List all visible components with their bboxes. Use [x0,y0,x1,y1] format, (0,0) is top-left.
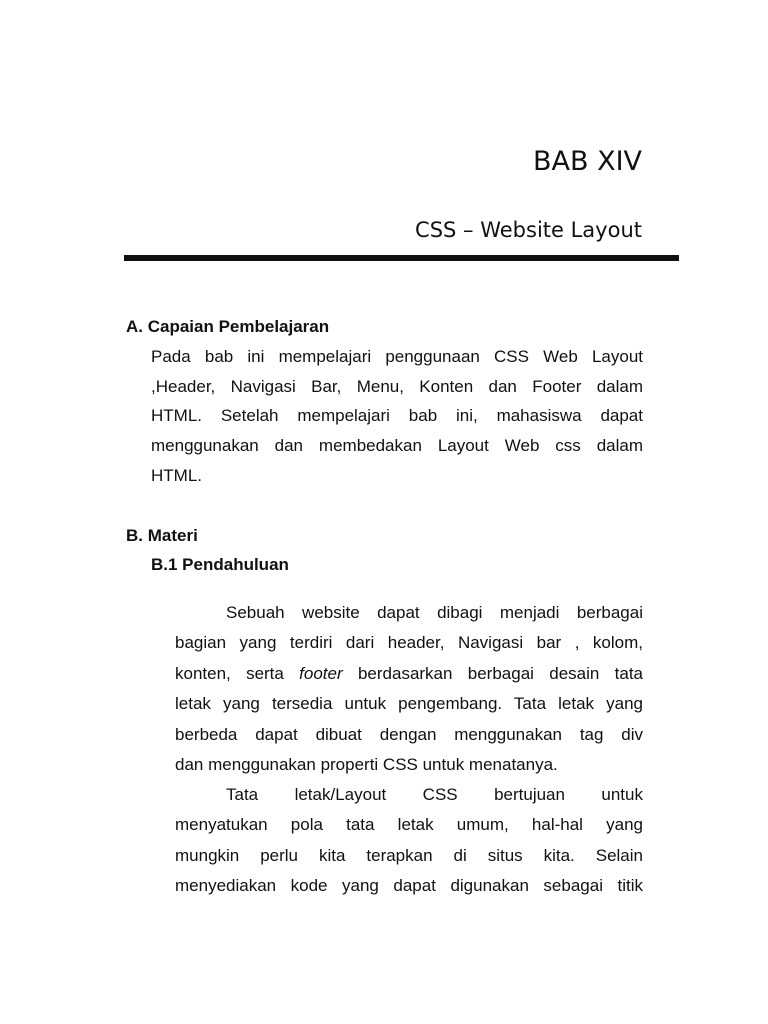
paragraph-1-line-6: dan menggunakan properti CSS untuk menatanya. [175,755,558,774]
section-a-line-3: HTML. Setelah mempelajari bab ini, mahasiswa dapat [151,406,643,425]
paragraph-1-line-1: Sebuah website dapat dibagi menjadi berbagai [226,603,643,622]
section-b-title: B. Materi [126,526,198,545]
paragraph-1-line-3-after: berdasarkan berbagai desain tata [342,664,643,683]
section-a-line-2: ,Header, Navigasi Bar, Menu, Konten dan Footer dalam [151,377,643,396]
paragraph-2-line-2: menyatukan pola tata letak umum, hal-hal yang [175,815,643,834]
section-a-line-5: HTML. [151,466,202,485]
paragraph-2-line-1: Tata letak/Layout CSS bertujuan untuk [226,785,643,804]
paragraph-1-line-3 [175,664,643,684]
paragraph-2-line-4: menyediakan kode yang dapat digunakan sebagai titik [175,876,643,895]
chapter-subtitle: CSS – Website Layout [415,218,642,242]
section-a-line-4: menggunakan dan membedakan Layout Web css dalam [151,436,643,455]
subsection-b1-title: B.1 Pendahuluan [151,555,289,574]
footer-term: footer [299,664,343,683]
paragraph-1-line-4: letak yang tersedia untuk pengembang. Tata letak yang [175,694,643,713]
paragraph-1-line-3-before: konten, serta [175,664,300,683]
paragraph-1-line-5: berbeda dapat dibuat dengan menggunakan tag div [175,725,643,744]
chapter-title: BAB XIV [532,146,642,177]
heading-divider [124,255,679,261]
section-a-title: A. Capaian Pembelajaran [126,317,330,336]
paragraph-1-line-2: bagian yang terdiri dari header, Navigasi bar , kolom, [175,633,643,652]
section-a-line-1: Pada bab ini mempelajari penggunaan CSS Web Layout [151,347,643,366]
paragraph-2-line-3: mungkin perlu kita terapkan di situs kita. Selain [175,846,643,865]
